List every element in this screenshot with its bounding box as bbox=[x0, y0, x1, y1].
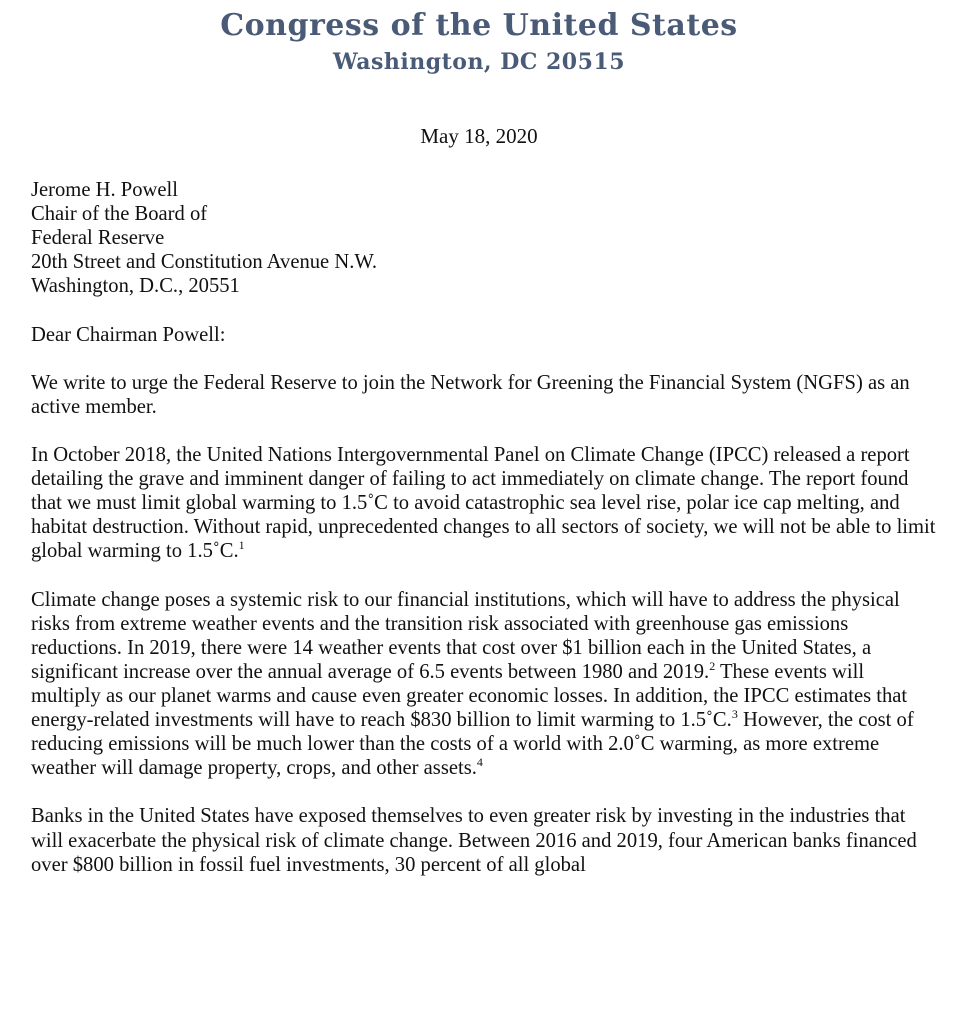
paragraph-2-text: In October 2018, the United Nations Intergovernmental Panel on Climate Change (IPCC) released a report detailing the grave and imminent danger of failing to act immediately on climate change. The report found that we must limit global warming to 1.5˚C to avoid catastrophic sea level rise, polar ice cap melting, and habitat destruction. Without rapid, unprecedented changes to all sectors of society, we will not be able to limit global warming to 1.5˚C. bbox=[31, 444, 936, 563]
address-line: Federal Reserve bbox=[31, 227, 165, 250]
paragraph-1: We write to urge the Federal Reserve to join the Network for Greening the Financial System (NGFS) as an active member. bbox=[31, 371, 910, 418]
paragraph-2 bbox=[31, 443, 936, 563]
salutation: Dear Chairman Powell: bbox=[31, 323, 226, 346]
paragraph-3-text-a: Climate change poses a systemic risk to our financial institutions, which will have to address the physical risks from extreme weather events and the transition risk associated with greenhouse gas emissions reductions. In 2019, there were 14 weather events that cost over $1 billion each in the United States, a significant increase over the annual average of 6.5 events between 1980 and 2019. bbox=[31, 588, 900, 683]
paragraph-3 bbox=[31, 588, 936, 781]
letter-date: May 18, 2020 bbox=[420, 124, 538, 148]
footnote-marker: 1 bbox=[238, 538, 245, 553]
recipient-address bbox=[31, 178, 936, 298]
paragraph-4: Banks in the United States have exposed themselves to even greater risk by investing in the industries that will exacerbate the physical risk of climate change. Between 2016 and 2019, four American banks financed over $800 billion in fossil fuel investments, 30 percent of all global bbox=[31, 805, 917, 876]
address-line: Jerome H. Powell bbox=[31, 179, 178, 201]
paragraph-3-text-c: However, the cost of reducing emissions will be much lower than the costs of a world with 2.0˚C warming, as more extreme weather will damage property, crops, and other assets. bbox=[31, 709, 914, 780]
letterhead-subtitle: Washington, DC 20515 bbox=[332, 49, 626, 75]
address-line: Chair of the Board of bbox=[31, 203, 208, 226]
address-line: 20th Street and Constitution Avenue N.W. bbox=[31, 251, 378, 274]
footnote-marker: 3 bbox=[731, 707, 738, 722]
letter-body bbox=[31, 178, 936, 877]
letterhead bbox=[0, 6, 958, 78]
address-line: Washington, D.C., 20551 bbox=[31, 275, 240, 298]
footnote-marker: 2 bbox=[709, 658, 716, 673]
letterhead-title: Congress of the United States bbox=[220, 8, 738, 43]
footnote-marker: 4 bbox=[476, 755, 483, 770]
paragraph-3-text-b: These events will multiply as our planet warms and cause even greater economic losses. In addition, the IPCC estimates that energy-related investments will have to reach $830 billion to limit warming to 1.5˚C. bbox=[31, 660, 908, 732]
